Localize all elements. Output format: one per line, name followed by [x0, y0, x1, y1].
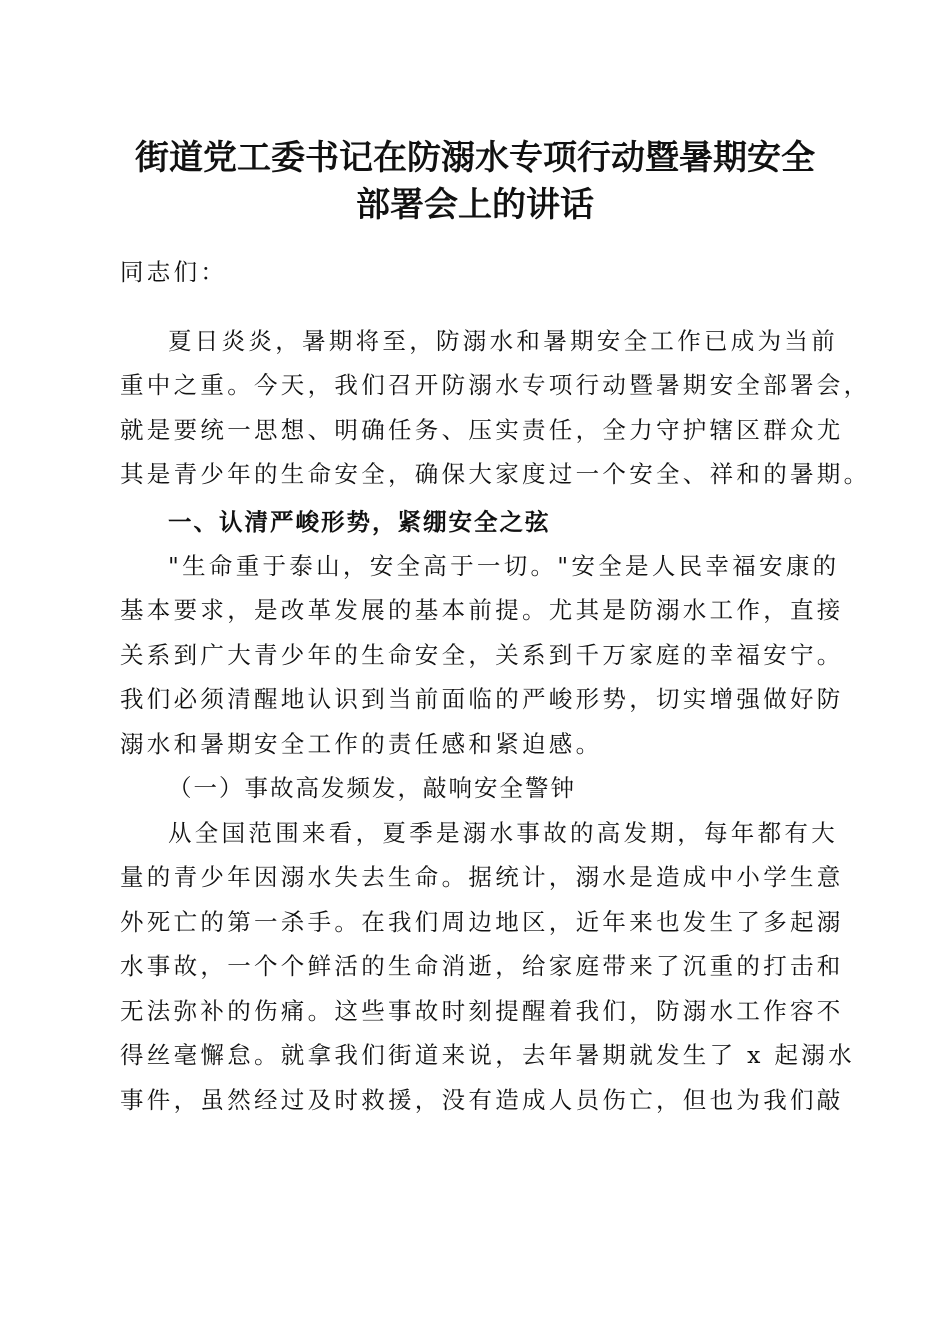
- paragraph-line: 溺水和暑期安全工作的责任感和紧迫感。: [120, 730, 603, 758]
- paragraph-line: 我们必须清醒地认识到当前面临的严峻形势，切实增强做好防: [120, 685, 844, 713]
- paragraph-line: 从全国范围来看，夏季是溺水事故的高发期，每年都有大: [168, 819, 838, 847]
- section-heading: 一、认清严峻形势，紧绷安全之弦: [168, 508, 551, 536]
- paragraph-line: 量的青少年因溺水失去生命。据统计，溺水是造成中小学生意: [120, 863, 844, 891]
- document-title-line-1: 街道党工委书记在防溺水专项行动暨暑期安全: [135, 138, 815, 178]
- document-title-line-2: 部署会上的讲话: [356, 185, 594, 225]
- paragraph-line: 基本要求，是改革发展的基本前提。尤其是防溺水工作，直接: [120, 596, 844, 624]
- paragraph-line: "生命重于泰山，安全高于一切。"安全是人民幸福安康的: [168, 552, 840, 580]
- paragraph-line: 重中之重。今天，我们召开防溺水专项行动暨暑期安全部署会，: [120, 371, 871, 399]
- salutation: 同志们：: [120, 258, 228, 286]
- paragraph-line: 其是青少年的生命安全，确保大家度过一个安全、祥和的暑期。: [120, 460, 871, 488]
- subsection-heading: （一）事故高发频发，敲响安全警钟: [168, 774, 576, 802]
- paragraph-line: 得丝毫懈怠。就拿我们街道来说，去年暑期就发生了 x 起溺水: [120, 1041, 855, 1069]
- paragraph-line: 夏日炎炎，暑期将至，防溺水和暑期安全工作已成为当前: [168, 327, 838, 355]
- paragraph-line: 无法弥补的伤痛。这些事故时刻提醒着我们，防溺水工作容不: [120, 997, 844, 1025]
- paragraph-line: 水事故，一个个鲜活的生命消逝，给家庭带来了沉重的打击和: [120, 952, 844, 980]
- paragraph-line: 关系到广大青少年的生命安全，关系到千万家庭的幸福安宁。: [120, 641, 844, 669]
- paragraph-line: 事件，虽然经过及时救援，没有造成人员伤亡，但也为我们敲: [120, 1086, 844, 1114]
- paragraph-line: 外死亡的第一杀手。在我们周边地区，近年来也发生了多起溺: [120, 908, 844, 936]
- paragraph-line: 就是要统一思想、明确任务、压实责任，全力守护辖区群众尤: [120, 416, 844, 444]
